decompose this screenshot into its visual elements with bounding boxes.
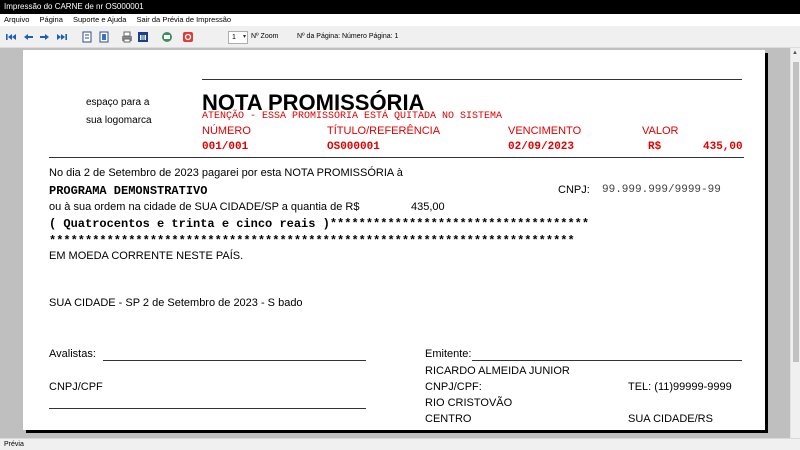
- zoom-value: 1: [232, 34, 236, 41]
- top-rule: [202, 79, 742, 80]
- avalista-second-line: [49, 408, 366, 409]
- paid-warning: ATENÇÃO - ESSA PROMISSÓRIA ESTÁ QUITADA NO SISTEMA: [202, 111, 503, 122]
- zoom-label: Nº Zoom: [251, 33, 279, 40]
- menu-pagina[interactable]: Página: [39, 15, 63, 24]
- menu-bar: [0, 14, 800, 26]
- menu-sair-previa[interactable]: Sair da Prévia de Impressão: [136, 15, 232, 24]
- cnpj-label: CNPJ:: [558, 184, 590, 196]
- emitente-name: RICARDO ALMEIDA JUNIOR: [425, 365, 570, 377]
- payment-location-line: ou à sua ordem na cidade de SUA CIDADE/SP a quantia de R$: [49, 201, 360, 213]
- vertical-scrollbar[interactable]: [790, 48, 800, 438]
- promissory-note-page: [23, 50, 765, 430]
- emitente-label: Emitente:: [425, 348, 472, 360]
- emitente-district: CENTRO: [425, 413, 472, 425]
- header-numero: NÚMERO: [202, 125, 251, 137]
- print-setup-icon[interactable]: [120, 30, 134, 44]
- zoom-select[interactable]: [228, 31, 248, 44]
- scrollbar-thumb[interactable]: [793, 62, 799, 362]
- avalista-cnpj-label: CNPJ/CPF: [49, 381, 103, 393]
- emitente-street: RIO CRISTOVÃO: [425, 397, 513, 409]
- status-bar: Prévia: [0, 438, 800, 450]
- emitente-signature-line: [472, 360, 742, 361]
- value-vencimento: 02/09/2023: [508, 141, 575, 153]
- prev-page-icon[interactable]: [21, 30, 35, 44]
- header-titulo: TÍTULO/REFERÊNCIA: [327, 125, 441, 137]
- avalistas-signature-line: [103, 360, 366, 361]
- menu-suporte-ajuda[interactable]: Suporte e Ajuda: [72, 15, 127, 24]
- cnpj-value: 99.999.999/9999-99: [602, 184, 721, 196]
- header-vencimento: VENCIMENTO: [508, 125, 582, 137]
- calendar-icon[interactable]: [136, 30, 150, 44]
- close-icon[interactable]: [181, 30, 195, 44]
- page-number-label: Nº da Página: Número Página: 1: [297, 33, 399, 40]
- currency-statement: EM MOEDA CORRENTE NESTE PAÍS.: [49, 250, 244, 262]
- export-icon[interactable]: [160, 30, 174, 44]
- logo-placeholder-line1: espaço para a: [86, 97, 150, 108]
- emitente-cnpj-label: CNPJ/CPF:: [425, 381, 482, 393]
- scroll-up-icon[interactable]: ▲: [792, 50, 798, 56]
- next-page-icon[interactable]: [38, 30, 52, 44]
- last-page-icon[interactable]: [55, 30, 69, 44]
- first-page-icon[interactable]: [4, 30, 18, 44]
- menu-arquivo[interactable]: Arquivo: [4, 15, 30, 24]
- beneficiary-name: PROGRAMA DEMONSTRATIVO: [49, 184, 208, 198]
- logo-placeholder-line2: sua logomarca: [86, 115, 152, 126]
- multi-page-icon[interactable]: [97, 30, 111, 44]
- window-title: Impressão do CARNE de nr OS000001: [0, 0, 800, 14]
- header-divider: [49, 157, 744, 158]
- value-titulo: OS000001: [327, 141, 380, 153]
- value-numero: 001/001: [202, 141, 249, 153]
- toolbar: [0, 26, 800, 48]
- amount-in-words: ( Quatrocentos e trinta e cinco reais )************************************: [49, 217, 590, 231]
- emitente-city: SUA CIDADE/RS: [628, 413, 713, 425]
- avalistas-label: Avalistas:: [49, 348, 96, 360]
- single-page-icon[interactable]: [80, 30, 94, 44]
- preview-viewport[interactable]: [0, 48, 790, 438]
- value-currency: R$: [648, 141, 662, 153]
- header-valor: VALOR: [642, 125, 679, 137]
- document-title: NOTA PROMISSÓRIA: [202, 90, 425, 115]
- payment-promise-line: No dia 2 de Setembro de 2023 pagarei por esta NOTA PROMISSÓRIA à: [49, 167, 403, 179]
- place-and-date: SUA CIDADE - SP 2 de Setembro de 2023 - S bado: [49, 297, 303, 309]
- amount-numeric: 435,00: [411, 201, 445, 213]
- amount-fill-stars: *************************************************************************: [49, 234, 575, 248]
- value-valor: 435,00: [703, 141, 743, 153]
- emitente-phone: TEL: (11)99999-9999: [628, 381, 732, 393]
- chevron-down-icon: ▾: [242, 34, 246, 40]
